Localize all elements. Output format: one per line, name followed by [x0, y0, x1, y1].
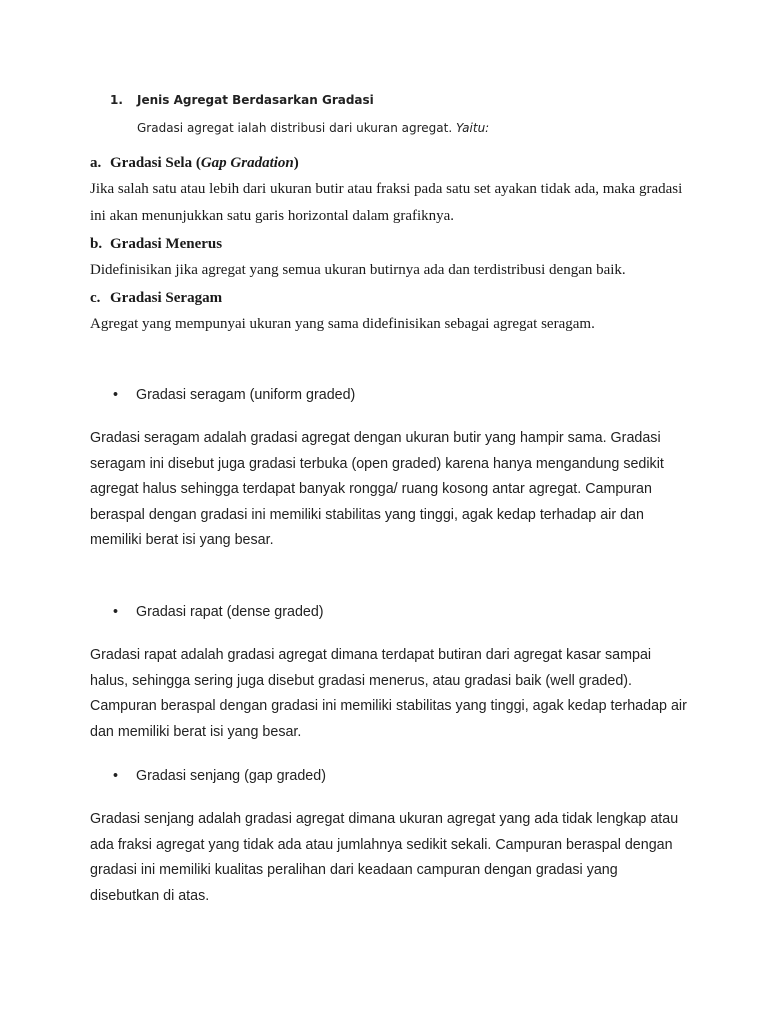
section-a-body: Jika salah satu atau lebih dari ukuran butir atau fraksi pada satu set ayakan tidak ada, maka gradasi ini akan menunjukkan satu garis horizontal dalam grafiknya.: [90, 181, 683, 224]
section-b-title: Gradasi Menerus: [110, 236, 223, 252]
section-a-title-italic: Gap Gradation: [200, 155, 294, 171]
section-a-heading: [90, 155, 299, 172]
section-c-heading: [90, 290, 222, 307]
section-b-heading: [90, 236, 222, 253]
section-a-title-prefix: Gradasi Sela (: [110, 155, 201, 171]
bullet-label: Gradasi rapat (dense graded): [136, 604, 324, 620]
bullet-label: Gradasi seragam (uniform graded): [136, 387, 356, 403]
bullet-item: [113, 768, 326, 784]
section-b-letter: b.: [90, 236, 103, 252]
bullet-body: Gradasi rapat adalah gradasi agregat dimana terdapat butiran dari agregat kasar sampai halus, sehingga sering juga disebut gradasi menerus, atau gradasi baik (well graded). Campuran beraspal dengan gradasi ini memiliki stabilitas yang tinggi, agak kedap terhadap air dan memiliki berat isi yang besar.: [90, 647, 687, 740]
bullet-body: Gradasi seragam adalah gradasi agregat dengan ukuran butir yang hampir sama. Gradasi seragam ini disebut juga gradasi terbuka (open graded) karena hanya mengandung sedikit agregat halus sehingga terdapat banyak rongga/ ruang kosong antar agregat. Campuran beraspal dengan gradasi ini memiliki stabilitas yang tinggi, agak kedap terhadap air dan memiliki berat isi yang besar.: [90, 430, 664, 548]
bullet-label: Gradasi senjang (gap graded): [136, 768, 326, 784]
numbered-heading: [110, 93, 374, 107]
section-a-title-suffix: ): [293, 155, 299, 171]
bullet-body: Gradasi senjang adalah gradasi agregat dimana ukuran agregat yang ada tidak lengkap atau ada fraksi agregat yang tidak ada atau jumlahnya sedikit sekali. Campuran beraspal dengan gradasi ini memiliki kualitas peralihan dari keadaan campuran dengan gradasi yang disebutkan di atas.: [90, 811, 679, 904]
bullet-item: [113, 387, 355, 403]
section-b-body: Didefinisikan jika agregat yang semua ukuran butirnya ada dan terdistribusi dengan baik.: [90, 262, 626, 278]
bullet-item: [113, 604, 324, 620]
heading-title: Jenis Agregat Berdasarkan Gradasi: [137, 93, 374, 107]
bullet-symbol: •: [113, 604, 119, 620]
bullet-symbol: •: [113, 768, 119, 784]
intro-text: Gradasi agregat ialah distribusi dari ukuran agregat.: [137, 121, 453, 135]
section-c-title: Gradasi Seragam: [110, 290, 223, 306]
section-c-letter: c.: [90, 290, 101, 306]
section-c-body: Agregat yang mempunyai ukuran yang sama didefinisikan sebagai agregat seragam.: [90, 316, 595, 332]
heading-number: 1.: [110, 93, 123, 107]
heading-intro: [137, 121, 489, 135]
bullet-symbol: •: [113, 387, 119, 403]
intro-yaitu: Yaitu:: [452, 121, 490, 135]
section-a-letter: a.: [90, 155, 102, 171]
